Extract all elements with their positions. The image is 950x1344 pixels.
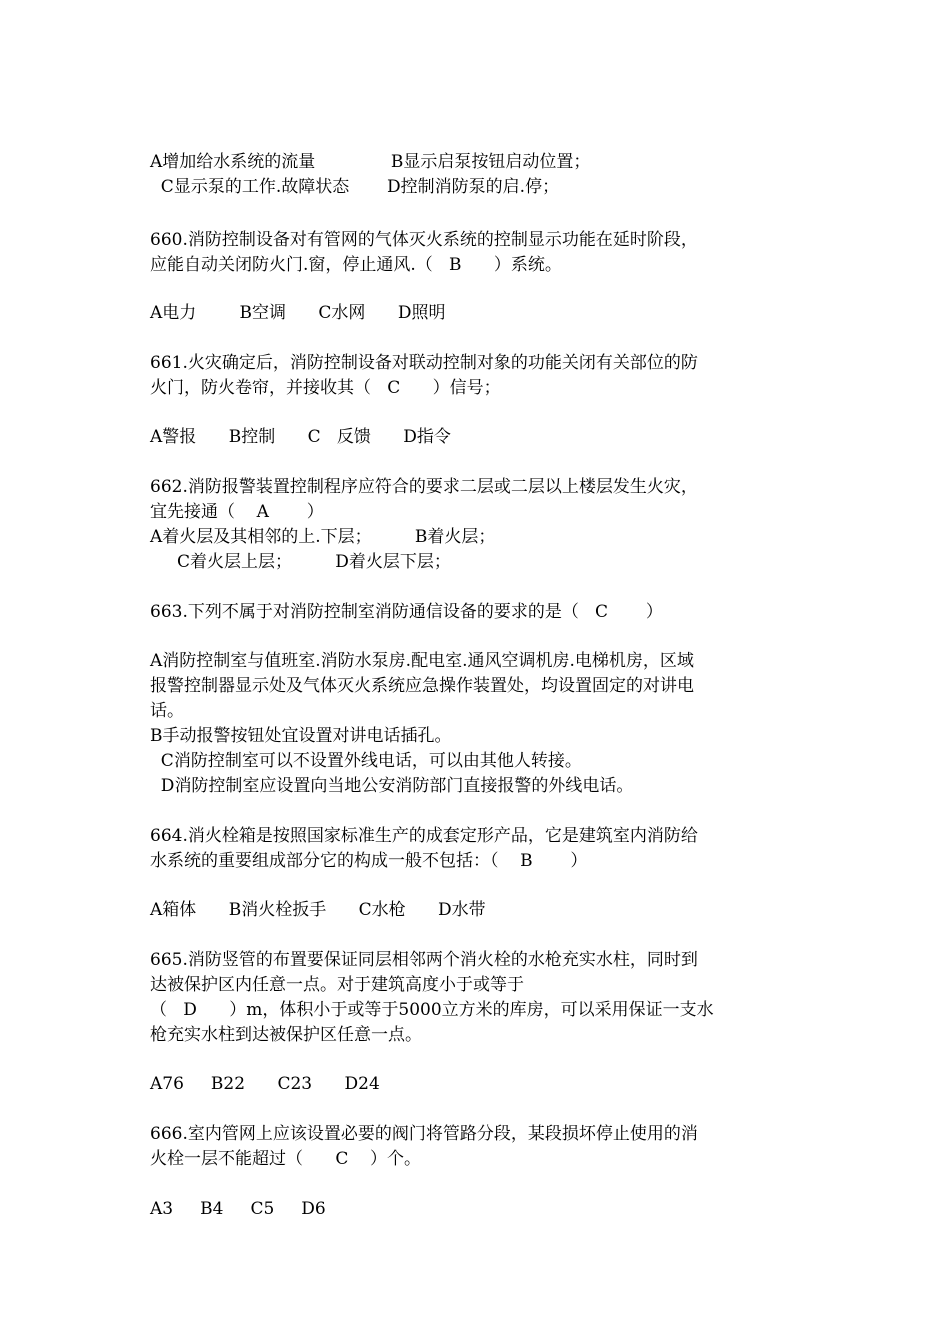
q666-stem-line1: 666.室内管网上应该设置必要的阀门将管路分段，某段损坏停止使用的消 xyxy=(150,1124,698,1144)
q663-option-a-line1: A消防控制室与值班室.消防水泵房.配电室.通风空调机房.电梯机房，区域 xyxy=(150,651,694,671)
q664-stem-line1: 664.消火栓箱是按照国家标准生产的成套定形产品，它是建筑室内消防给 xyxy=(150,826,698,846)
q663-option-c: C消防控制室可以不设置外线电话，可以由其他人转接。 xyxy=(150,751,582,771)
q665-stem-line2: 达被保护区内任意一点。对于建筑高度小于或等于 xyxy=(150,975,524,995)
q663-option-a-line3: 话。 xyxy=(150,701,184,721)
q664-stem-line2: 水系统的重要组成部分它的构成一般不包括：（ B ） xyxy=(150,851,588,871)
q664-options: A箱体 B消火栓扳手 C水枪 D水带 xyxy=(150,900,486,920)
q660-options: A电力 B空调 C水网 D照明 xyxy=(150,303,446,323)
q665-options: A76 B22 C23 D24 xyxy=(150,1074,380,1094)
q660-stem-line1: 660.消防控制设备对有管网的气体灭火系统的控制显示功能在延时阶段， xyxy=(150,230,698,250)
q662-options-cd: C着火层上层； D着火层下层； xyxy=(150,552,451,572)
q666-options: A3 B4 C5 D6 xyxy=(150,1199,326,1219)
q663-stem: 663.下列不属于对消防控制室消防通信设备的要求的是（ C ） xyxy=(150,602,663,622)
q666-stem-line2: 火栓一层不能超过（ C ）个。 xyxy=(150,1149,422,1169)
q661-stem-line2: 火门，防火卷帘，并接收其（ C ）信号； xyxy=(150,378,501,398)
q665-stem-line4: 枪充实水柱到达被保护区任意一点。 xyxy=(150,1025,422,1045)
q662-stem-line2: 宜先接通（ A ） xyxy=(150,502,324,522)
q659-options-ab: A增加给水系统的流量 B显示启泵按钮启动位置； xyxy=(150,152,591,172)
q661-stem-line1: 661.火灾确定后，消防控制设备对联动控制对象的功能关闭有关部位的防 xyxy=(150,353,698,373)
q665-stem-line1: 665.消防竖管的布置要保证同层相邻两个消火栓的水枪充实水柱，同时到 xyxy=(150,950,698,970)
q661-options: A警报 B控制 C 反馈 D指令 xyxy=(150,427,451,447)
q660-stem-line2: 应能自动关闭防火门.窗，停止通风.（ B ）系统。 xyxy=(150,255,562,275)
q663-option-a-line2: 报警控制器显示处及气体灭火系统应急操作装置处，均设置固定的对讲电 xyxy=(150,676,694,696)
q659-options-cd: C显示泵的工作.故障状态 D控制消防泵的启.停； xyxy=(150,177,560,197)
q662-options-ab: A着火层及其相邻的上.下层； B着火层； xyxy=(150,527,496,547)
q662-stem-line1: 662.消防报警装置控制程序应符合的要求二层或二层以上楼层发生火灾， xyxy=(150,477,698,497)
q663-option-d: D消防控制室应设置向当地公安消防部门直接报警的外线电话。 xyxy=(150,776,634,796)
q663-option-b: B手动报警按钮处宜设置对讲电话插孔。 xyxy=(150,726,452,746)
q665-stem-line3: （ D ）m，体积小于或等于5000立方米的库房，可以采用保证一支水 xyxy=(150,1000,714,1020)
